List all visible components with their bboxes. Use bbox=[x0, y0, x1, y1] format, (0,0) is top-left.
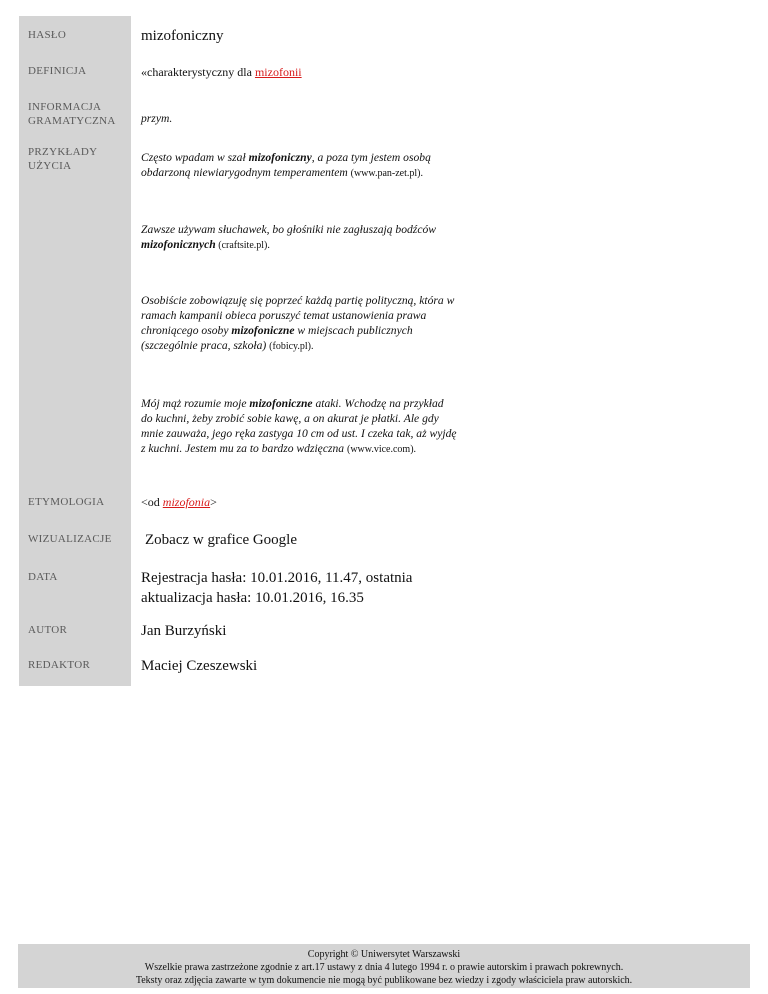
example-line: obdarzoną niewiarygodnym temperamentem (www.pan-zet.pl). bbox=[141, 166, 424, 179]
label-informacja-line1: INFORMACJA bbox=[28, 101, 102, 113]
label-data: DATA bbox=[28, 571, 58, 583]
example-line: Zawsze używam słuchawek, bo głośniki nie zagłuszają bodźców bbox=[141, 223, 436, 236]
definition-link[interactable]: mizofonii bbox=[254, 65, 302, 79]
etymology-link[interactable]: mizofonia bbox=[162, 495, 211, 509]
label-definicja: DEFINICJA bbox=[28, 65, 87, 77]
example-3 bbox=[141, 293, 701, 354]
entry-headword: mizofoniczny bbox=[141, 28, 224, 44]
footer-rights: Wszelkie prawa zastrzeżone zgodnie z art.17 ustawy z dnia 4 lutego 1994 r. o prawie autorskim i prawach pokrewnych. bbox=[144, 962, 624, 973]
footer-notice: Teksty oraz zdjęcia zawarte w tym dokumencie nie mogą być publikowane bez wiedzy i zgody właściciela praw autorskich. bbox=[135, 975, 633, 986]
example-1 bbox=[141, 150, 701, 181]
label-wizualizacje: WIZUALIZACJE bbox=[28, 533, 112, 545]
example-line: do kuchni, żeby zrobić sobie kawę, a on akurat je płatki. Ale gdy bbox=[141, 412, 439, 425]
label-informacja-line2: GRAMATYCZNA bbox=[28, 115, 116, 127]
example-source: (www.pan-zet.pl). bbox=[350, 168, 424, 179]
label-redaktor: REDAKTOR bbox=[28, 659, 91, 671]
definition-text: «charakterystyczny dla bbox=[141, 65, 255, 79]
example-line: z kuchni. Jestem mu za to bardzo wdzięczna (www.vice.com). bbox=[141, 442, 417, 455]
example-source: (www.vice.com). bbox=[346, 444, 417, 455]
example-line: (szczególnie praca, szkoła) (fobicy.pl). bbox=[141, 339, 314, 352]
example-source: (fobicy.pl). bbox=[269, 341, 314, 352]
update-date: aktualizacja hasła: 10.01.2016, 16.35 bbox=[141, 590, 364, 606]
highlighted-term: mizofoniczne bbox=[249, 397, 313, 410]
highlighted-term: mizofoniczne bbox=[231, 324, 295, 337]
label-przyklady-uzycia bbox=[28, 145, 128, 173]
example-4 bbox=[141, 396, 701, 457]
entry-author: Jan Burzyński bbox=[141, 623, 227, 639]
example-2 bbox=[141, 222, 701, 253]
example-line: mnie zauważa, jego ręka zastyga 10 cm od ust. I czeka tak, aż wyjdę bbox=[141, 427, 457, 440]
highlighted-term: mizofonicznych bbox=[141, 238, 216, 251]
entry-part-of-speech: przym. bbox=[141, 112, 173, 125]
entry-editor: Maciej Czeszewski bbox=[141, 658, 258, 674]
example-line: ramach kampanii obieca poruszyć temat ustanowienia prawa bbox=[141, 309, 427, 322]
label-informacja-gramatyczna bbox=[28, 100, 128, 128]
example-line bbox=[141, 237, 701, 253]
example-line: Mój mąż rozumie moje mizofoniczne ataki. Wchodzę na przykład bbox=[141, 397, 444, 410]
label-przyklady-line2: UŻYCIA bbox=[28, 160, 72, 172]
example-line: Często wpadam w szał mizofoniczny, a poza tym jestem osobą bbox=[141, 151, 431, 164]
registration-date: Rejestracja hasła: 10.01.2016, 11.47, ostatnia bbox=[141, 570, 413, 586]
entry-definition bbox=[141, 64, 701, 80]
entry-etymology: <od mizofonia> bbox=[141, 495, 217, 509]
highlighted-term: mizofoniczny bbox=[248, 151, 312, 164]
label-autor: AUTOR bbox=[28, 624, 68, 636]
entry-dates bbox=[141, 568, 701, 608]
example-line: Osobiście zobowiązuję się poprzeć każdą partię polityczną, która w bbox=[141, 294, 455, 307]
label-haslo: HASŁO bbox=[28, 29, 67, 41]
example-line: chroniącego osoby mizofoniczne w miejscach publicznych bbox=[141, 324, 413, 337]
label-przyklady-line1: PRZYKŁADY bbox=[28, 146, 98, 158]
google-images-link[interactable]: Zobacz w grafice Google bbox=[145, 532, 298, 548]
example-source: (craftsite.pl). bbox=[215, 240, 270, 251]
copyright-footer bbox=[18, 944, 750, 988]
footer-copyright: Copyright © Uniwersytet Warszawski bbox=[307, 949, 461, 960]
label-etymologia: ETYMOLOGIA bbox=[28, 496, 105, 508]
